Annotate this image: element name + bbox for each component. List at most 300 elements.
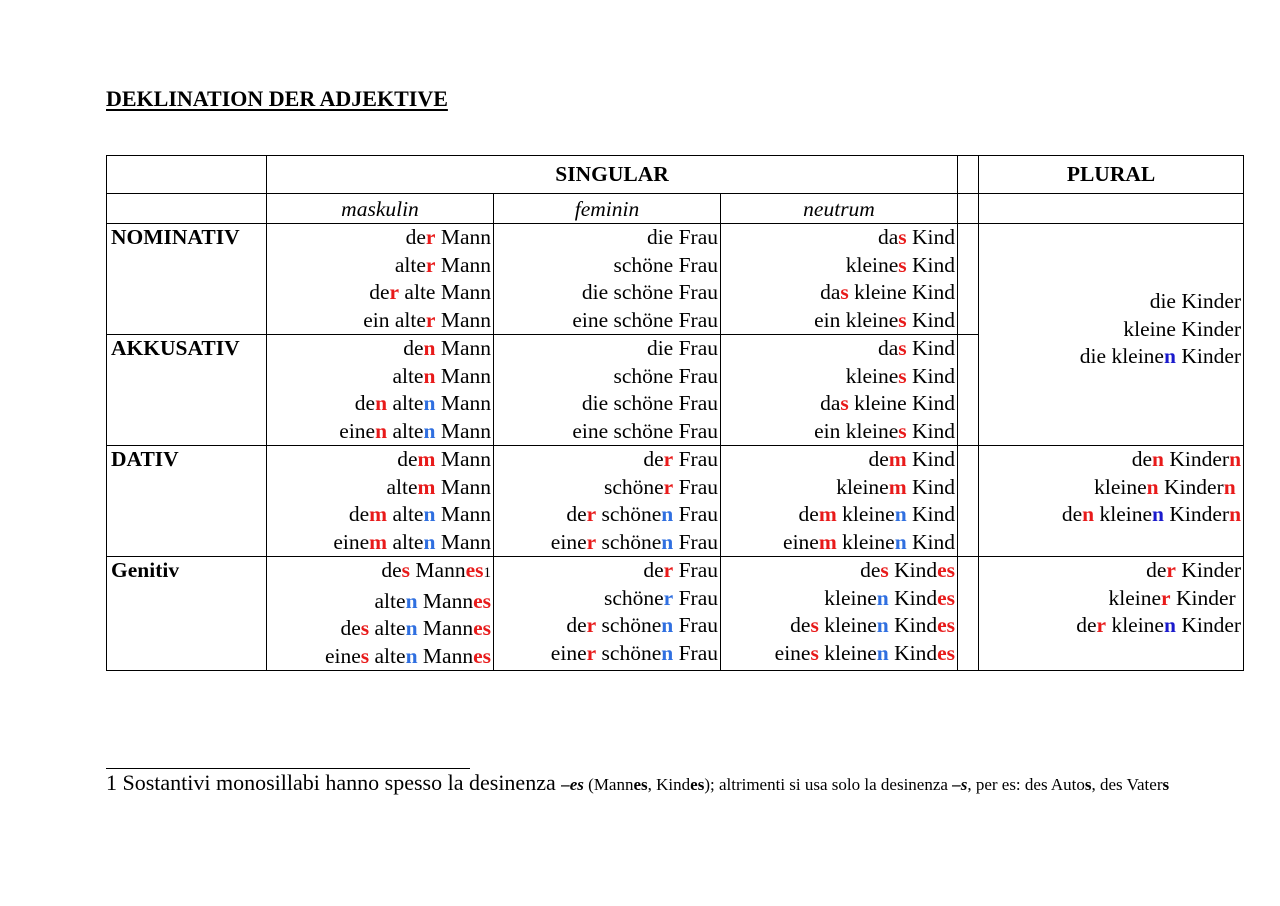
word-text: Frau (673, 502, 718, 526)
spacer-cell (958, 224, 979, 335)
ending-highlight: r (425, 307, 436, 332)
word-text: de (381, 558, 402, 582)
form-line (494, 474, 718, 502)
form-line (267, 643, 491, 671)
ending-highlight: n (1146, 474, 1159, 499)
form-line (721, 501, 955, 529)
table-row (107, 156, 1244, 194)
genitiv-neutrum (721, 557, 958, 671)
table-row (107, 224, 1244, 335)
word-text: da (820, 391, 841, 415)
footnote-ending: s (1162, 775, 1170, 794)
form-line (721, 446, 955, 474)
ending-highlight: es (473, 616, 491, 640)
word-text: de (643, 447, 664, 471)
ending-highlight: n (423, 529, 436, 554)
word-text: eine (550, 640, 587, 665)
ending-highlight: n (405, 643, 418, 668)
word-text: Kind (888, 640, 938, 665)
footnote-ending-s: –s (952, 775, 968, 794)
form-line (267, 335, 491, 363)
word-text: kleine (1106, 613, 1164, 637)
spacer-cell (958, 156, 979, 194)
spacer-cell (958, 194, 979, 224)
form-line (494, 501, 718, 529)
ending-highlight: r (586, 529, 597, 554)
word-text: alte (386, 474, 418, 499)
ending-highlight: n (423, 418, 436, 443)
word-text: Kind (906, 252, 956, 277)
word-text: alte (369, 643, 406, 668)
word-text: Frau (673, 447, 718, 471)
ending-highlight: r (1161, 585, 1171, 610)
ending-highlight: n (1229, 502, 1242, 526)
word-text: schöne Frau (613, 252, 718, 277)
form-line (267, 557, 491, 588)
form-line (494, 557, 718, 585)
form-line (979, 316, 1241, 344)
word-text: eine schöne Frau (572, 307, 718, 332)
ending-highlight: r (425, 225, 436, 249)
ending-highlight: n (894, 529, 907, 554)
ending-highlight: s (840, 280, 849, 304)
footnote-number: 1 (106, 770, 117, 795)
word-text: kleine (836, 502, 895, 526)
form-line (979, 501, 1241, 529)
word-text: Kinder (1163, 502, 1230, 526)
form-line (267, 501, 491, 529)
form-line (494, 612, 718, 640)
word-text: kleine Kind (848, 391, 956, 415)
form-line (721, 307, 955, 335)
ending-highlight: m (417, 474, 436, 499)
word-text: Mann (435, 418, 491, 443)
word-text: alte (374, 588, 406, 613)
word-text: kleine (818, 613, 877, 637)
word-text: de (566, 613, 587, 637)
word-text: kleine Kind (848, 280, 956, 304)
ending-highlight: es (465, 558, 484, 582)
word-text: Mann (417, 643, 474, 668)
ending-highlight: es (937, 585, 956, 610)
word-text: alte (387, 418, 424, 443)
ending-highlight: es (473, 643, 491, 668)
ending-highlight: s (898, 363, 907, 388)
case-dativ: DATIV (107, 446, 267, 557)
form-line (267, 615, 491, 643)
dativ-neutrum (721, 446, 958, 557)
form-line (979, 557, 1241, 585)
ending-highlight: r (663, 585, 674, 610)
word-text: schöne (596, 613, 662, 637)
ending-highlight: s (898, 418, 907, 443)
form-line (494, 529, 718, 557)
word-text: da (820, 280, 841, 304)
word-text: Frau (673, 613, 718, 637)
word-text: Kinder (1163, 447, 1230, 471)
genitiv-feminin (494, 557, 721, 671)
ending-highlight: n (423, 502, 436, 526)
form-line (979, 343, 1241, 371)
corner-cell (107, 194, 267, 224)
word-text: Frau (673, 529, 718, 554)
form-line (721, 529, 955, 557)
form-line (494, 446, 718, 474)
footnote-ending-es: –es (561, 775, 584, 794)
form-line (721, 390, 955, 418)
form-line (979, 474, 1241, 502)
word-text: die kleine (1079, 344, 1164, 369)
word-text: eine (324, 643, 361, 668)
ending-highlight: s (898, 307, 907, 332)
word-text: Kind (906, 474, 956, 499)
word-text: alte (369, 616, 406, 640)
word-text: de (860, 558, 881, 582)
ending-highlight: es (937, 613, 956, 637)
word-text: die Kinder (1149, 289, 1242, 314)
word-text: Mann (435, 447, 491, 471)
ending-highlight: n (1152, 502, 1164, 526)
word-text: kleine (845, 363, 899, 388)
word-text: schöne (603, 585, 664, 610)
ending-highlight: s (810, 640, 819, 665)
form-line (267, 252, 491, 280)
neutrum-header: neutrum (721, 194, 958, 224)
spacer-cell (958, 557, 979, 671)
word-text (1236, 475, 1241, 499)
ending-highlight: n (423, 391, 436, 415)
footnote-text: , per es: des Auto (967, 775, 1085, 794)
word-text: schöne (596, 640, 662, 665)
ending-highlight: n (661, 502, 674, 526)
footnote-text: (Mann (583, 775, 634, 794)
form-line (979, 585, 1241, 613)
word-text: Mann (435, 225, 491, 249)
word-text: alte (387, 529, 424, 554)
footnote-ref: 1 (483, 565, 491, 581)
word-text: Mann (435, 391, 491, 415)
ending-highlight: s (880, 558, 889, 582)
word-text: da (877, 225, 899, 249)
ending-highlight: r (586, 613, 597, 637)
ending-highlight: m (369, 502, 388, 526)
form-line (267, 363, 491, 391)
word-text: Kind (888, 558, 938, 582)
ending-highlight: n (876, 585, 889, 610)
ending-highlight: s (360, 616, 370, 640)
word-text: de (354, 391, 376, 415)
case-nominativ: NOMINATIV (107, 224, 267, 335)
word-text: de (1076, 613, 1097, 637)
form-line (494, 640, 718, 668)
ending-highlight: n (876, 613, 889, 637)
word-text: die Frau (646, 225, 718, 249)
table-row (107, 446, 1244, 557)
ending-highlight: s (898, 336, 907, 360)
word-text: de (798, 502, 819, 526)
form-line (494, 307, 718, 335)
word-text: de (1146, 558, 1167, 582)
ending-highlight: n (375, 391, 388, 415)
word-text: de (1061, 502, 1083, 526)
word-text: Frau (673, 585, 718, 610)
word-text: de (348, 502, 370, 526)
plural-gender-cell (979, 194, 1244, 224)
ending-highlight: m (888, 447, 907, 471)
word-text: eine schöne Frau (572, 418, 718, 443)
form-line (721, 279, 955, 307)
form-line (267, 307, 491, 335)
word-text: ein kleine (814, 418, 899, 443)
word-text: alte (387, 502, 424, 526)
word-text: Mann (417, 616, 474, 640)
ending-highlight: m (369, 529, 388, 554)
form-line (267, 224, 491, 252)
ending-highlight: r (586, 502, 597, 526)
form-line (721, 557, 955, 585)
spacer-cell (958, 446, 979, 557)
ending-highlight: n (876, 640, 889, 665)
word-text: de (403, 336, 424, 360)
ending-highlight: r (1096, 613, 1107, 637)
ending-highlight: n (1163, 344, 1176, 369)
ending-highlight: s (840, 391, 849, 415)
word-text: Mann (435, 363, 491, 388)
word-text: eine (339, 418, 376, 443)
word-text: kleine (1094, 502, 1153, 526)
plural-header: PLURAL (979, 156, 1244, 194)
ending-highlight: s (401, 558, 411, 582)
word-text: Mann (435, 307, 491, 332)
akkusativ-neutrum (721, 335, 958, 446)
word-text: die schöne Frau (581, 280, 718, 304)
footnote-ending: s (1084, 775, 1092, 794)
word-text: de (369, 280, 390, 304)
word-text: eine (774, 640, 811, 665)
word-text: ein kleine (814, 307, 899, 332)
form-line (721, 252, 955, 280)
word-text: Kind (906, 336, 956, 360)
ending-highlight: n (423, 363, 436, 388)
form-line (721, 612, 955, 640)
nominativ-neutrum (721, 224, 958, 335)
form-line (721, 418, 955, 446)
ending-highlight: r (663, 447, 674, 471)
case-genitiv: Genitiv (107, 557, 267, 671)
word-text: de (790, 613, 811, 637)
word-text: kleine (818, 640, 877, 665)
ending-highlight: n (894, 502, 907, 526)
ending-highlight: r (586, 640, 597, 665)
footnote-separator (106, 768, 470, 769)
table-row (107, 557, 1244, 671)
ending-highlight: n (1223, 474, 1236, 499)
dativ-feminin (494, 446, 721, 557)
word-text: Kinder (1170, 585, 1242, 610)
ending-highlight: m (818, 502, 837, 526)
word-text: die Frau (646, 336, 718, 360)
word-text: kleine (836, 529, 895, 554)
form-line (267, 474, 491, 502)
word-text: de (868, 447, 889, 471)
nom-akk-plural (979, 224, 1244, 446)
word-text: ein alte (363, 307, 426, 332)
word-text: kleine (845, 252, 899, 277)
word-text: schöne (603, 474, 664, 499)
ending-highlight: n (375, 418, 388, 443)
form-line (267, 529, 491, 557)
word-text: eine (333, 529, 370, 554)
footnote-ending: es (633, 775, 648, 794)
word-text: die schöne Frau (581, 391, 718, 415)
ending-highlight: es (937, 558, 956, 582)
word-text: Mann (417, 588, 474, 613)
form-line (494, 390, 718, 418)
form-line (979, 612, 1241, 640)
word-text: Kind (906, 363, 956, 388)
form-line (267, 588, 491, 616)
ending-highlight: n (1229, 447, 1242, 471)
ending-highlight: n (423, 336, 436, 360)
word-text: Frau (673, 474, 718, 499)
word-text: Kind (888, 613, 938, 637)
spacer-cell (958, 335, 979, 446)
ending-highlight: s (898, 252, 907, 277)
akkusativ-maskulin (267, 335, 494, 446)
word-text: kleine Kinder (1123, 316, 1242, 341)
word-text: alte (392, 363, 424, 388)
ending-highlight: r (389, 280, 400, 304)
form-line (721, 640, 955, 668)
word-text: Mann (435, 474, 491, 499)
ending-highlight: n (661, 640, 674, 665)
word-text: de (340, 616, 361, 640)
word-text: Mann (410, 558, 466, 582)
ending-highlight: n (661, 613, 674, 637)
form-line (267, 279, 491, 307)
word-text: de (643, 558, 664, 582)
ending-highlight: n (1152, 447, 1164, 471)
word-text: de (397, 447, 418, 471)
form-line (721, 335, 955, 363)
ending-highlight: n (661, 529, 674, 554)
word-text: Mann (435, 529, 491, 554)
dativ-plural (979, 446, 1244, 557)
word-text: alte (394, 252, 426, 277)
word-text: Kinder (1158, 474, 1224, 499)
ending-highlight: m (818, 529, 837, 554)
ending-highlight: r (1166, 558, 1176, 582)
word-text: Kind (906, 529, 956, 554)
page-title: DEKLINATION DER ADJEKTIVE (106, 86, 448, 111)
form-line (721, 363, 955, 391)
word-text: alte Mann (399, 280, 491, 304)
form-line (494, 418, 718, 446)
ending-highlight: es (937, 640, 956, 665)
word-text: Kinder (1175, 613, 1242, 637)
word-text: kleine (836, 474, 889, 499)
form-line (267, 446, 491, 474)
declension-table (106, 155, 1244, 671)
footnote (106, 772, 1226, 796)
ending-highlight: m (888, 474, 907, 499)
word-text: Kind (888, 585, 938, 610)
case-akkusativ: AKKUSATIV (107, 335, 267, 446)
dativ-maskulin (267, 446, 494, 557)
word-text: schöne (596, 502, 662, 526)
word-text: Kinder (1175, 344, 1242, 369)
word-text: de (405, 225, 426, 249)
form-line (721, 224, 955, 252)
ending-highlight: n (1082, 502, 1095, 526)
ending-highlight: r (663, 474, 674, 499)
table-row (107, 194, 1244, 224)
ending-highlight: es (473, 588, 491, 613)
word-text: de (1131, 447, 1153, 471)
footnote-text: ); altrimenti si usa solo la desinenza (704, 775, 953, 794)
form-line (494, 224, 718, 252)
word-text: Frau (673, 558, 718, 582)
footnote-text: Sostantivi monosillabi hanno spesso la desinenza (117, 770, 562, 795)
word-text: da (877, 336, 899, 360)
ending-highlight: r (663, 558, 674, 582)
form-line (494, 252, 718, 280)
word-text: Kind (906, 307, 956, 332)
word-text: Mann (435, 336, 491, 360)
form-line (494, 279, 718, 307)
footnote-text: , des Vater (1091, 775, 1163, 794)
word-text: Kind (906, 447, 956, 471)
footnote-text: , Kind (647, 775, 691, 794)
ending-highlight: s (898, 225, 907, 249)
footnote-ending: es (690, 775, 705, 794)
genitiv-plural (979, 557, 1244, 671)
ending-highlight: n (405, 588, 418, 613)
form-line (979, 288, 1241, 316)
ending-highlight: n (1163, 613, 1176, 637)
form-line (721, 585, 955, 613)
ending-highlight: s (810, 613, 819, 637)
ending-highlight: s (360, 643, 370, 668)
corner-cell (107, 156, 267, 194)
feminin-header: feminin (494, 194, 721, 224)
word-text: schöne Frau (613, 363, 718, 388)
genitiv-maskulin (267, 557, 494, 671)
word-text: eine (550, 529, 587, 554)
word-text: Kind (906, 418, 956, 443)
word-text: kleine (1108, 585, 1162, 610)
word-text: eine (783, 529, 819, 554)
nominativ-maskulin (267, 224, 494, 335)
form-line (494, 335, 718, 363)
ending-highlight: n (405, 616, 418, 640)
form-line (721, 474, 955, 502)
word-text: kleine (1094, 474, 1147, 499)
word-text: de (566, 502, 587, 526)
word-text: schöne (596, 529, 662, 554)
form-line (979, 446, 1241, 474)
maskulin-header: maskulin (267, 194, 494, 224)
word-text: Mann (435, 502, 491, 526)
form-line (267, 418, 491, 446)
word-text: Kind (906, 502, 956, 526)
word-text: Kinder (1175, 558, 1242, 582)
akkusativ-feminin (494, 335, 721, 446)
nominativ-feminin (494, 224, 721, 335)
ending-highlight: m (417, 447, 436, 471)
word-text: Frau (673, 640, 718, 665)
word-text: Kind (906, 225, 956, 249)
